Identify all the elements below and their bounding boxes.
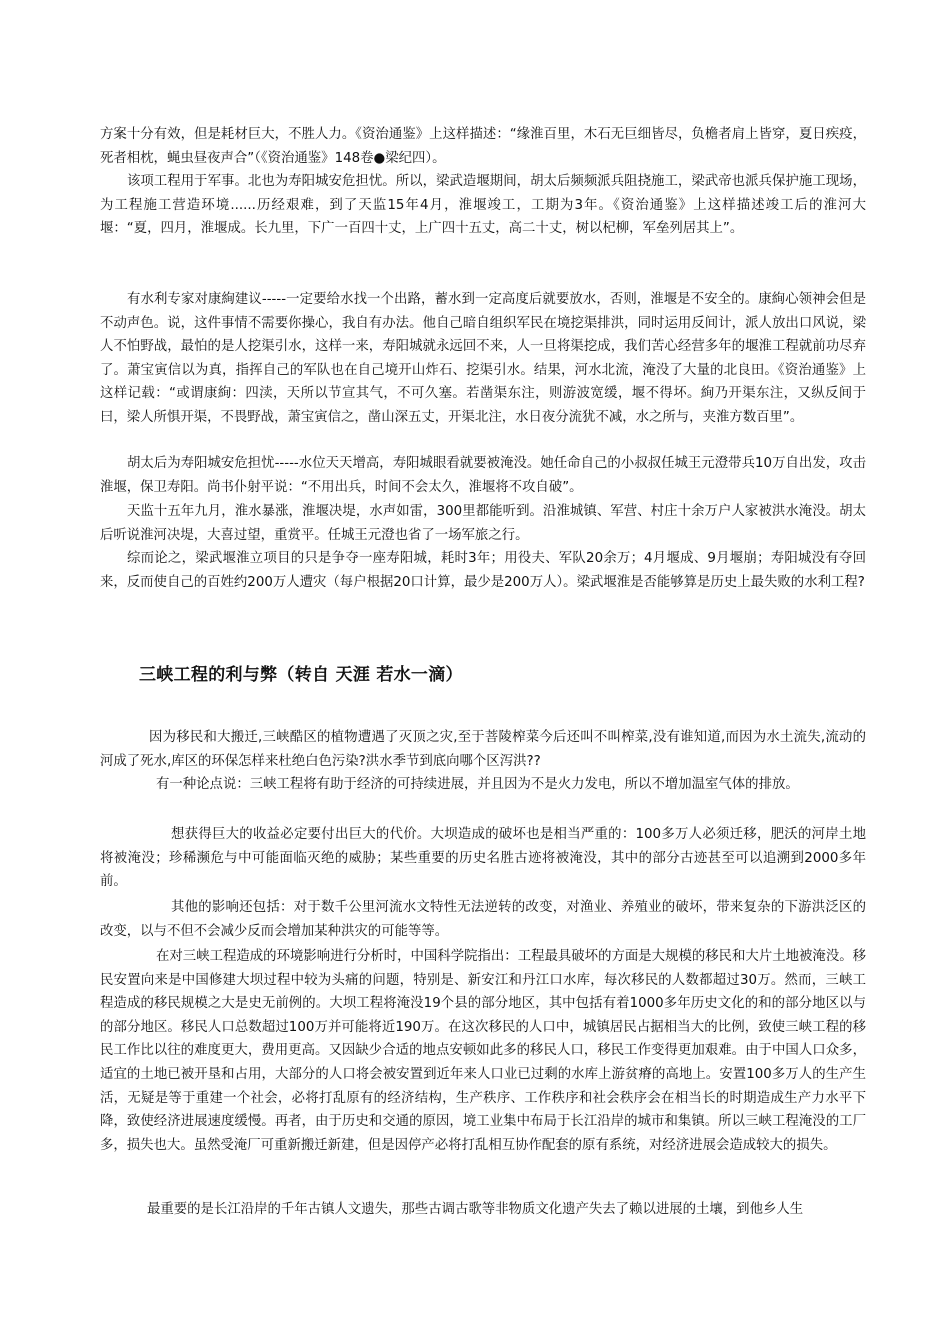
paragraph-other-impacts: 其他的影响还包括：对于数千公里河流水文特性无法逆转的改变，对渔业、养殖业的破坏，带来复杂的下游洪泛区的改变，以与不但不会减少反而会增加某种洪灾的可能等等。 — [100, 900, 866, 939]
paragraph-conclusion: 综而论之，梁武堰淮立项目的只是争夺一座寿阳城，耗时3年；用役夫、军队20余万；4月堰成、9月堰崩；寿阳城没有夺回来，反而使自己的百姓约200万人遭灾（每户根据20口计算，最少是200万人）。梁武堰淮是否能够算是历史上最失败的水利工程? — [100, 551, 866, 590]
paragraph-kang-xu-plan: 有水利专家对康絢建议-----一定要给水找一个出路，蓄水到一定高度后就要放水，否则，淮堰是不安全的。康絢心领神会但是不动声色。说，这件事情不需要你操心，我自有办法。他自己暗自组织军民在境挖渠排洪，同时运用反间计，派人放出口风说，梁人不怕野战，最怕的是人挖渠引水，这样一来，寿阳城就永远回不来，人一旦将渠挖成，我们苦心经营多年的堰淮工程就前功尽弃了。萧宝寅信以为真，指挥自己的军队也在自己境开山炸石、挖渠引水。结果，河水北流，淹没了大量的北良田。《资治通鉴》上这样记载：“或谓康絢：四渎，天所以节宣其气，不可久塞。若凿渠东注，则游波宽缓，堰不得坏。絢乃开渠东注，又纵反间于曰，梁人所惧开渠，不畏野战，萧宝寅信之，凿山深五丈，开渠北注，水日夜分流犹不减，水之所与，夹淮方数百里”。 — [100, 292, 866, 425]
paragraph-cultural-loss: 最重要的是长江沿岸的千年古镇人文遗失，那些古调古歌等非物质文化遗产失去了赖以进展的土壤，到他乡人生 — [147, 1202, 804, 1217]
paragraph-sustainable-argument: 有一种论点说：三峡工程将有助于经济的可持续进展，并且因为不是火力发电，所以不增加温室气体的排放。 — [156, 777, 799, 792]
paragraph-dam-cost: 方案十分有效，但是耗材巨大，不胜人力。《资治通鉴》上这样描述：“缘淮百里，木石无巨细皆尽，负檐者肩上皆穿，夏日疾疫，死者相枕，蝇虫昼夜声合”（《资治通鉴》148卷●梁纪四）。 — [100, 127, 866, 166]
paragraph-military-purpose: 该项工程用于军事。北也为寿阳城安危担忧。所以，梁武造堰期间，胡太后频频派兵阻挠施工，梁武帝也派兵保护施工现场，为工程施工营造环境......历经艰难，到了天监15年4月，淮堰竣工，工期为3年。《资治通鉴》上这样描述竣工后的淮河大堰：“夏，四月，淮堰成。长九里，下广一百四十丈，上广四十五丈，高二十丈，树以杞柳，军垒列居其上”。 — [100, 174, 866, 237]
section-heading: 三峡工程的利与弊（转自 天涯 若水一滴） — [139, 665, 463, 685]
paragraph-cost-of-benefit: 想获得巨大的收益必定要付出巨大的代价。大坝造成的破坏也是相当严重的：100多万人必须迁移，肥沃的河岸土地将被淹没；珍稀濒危与中可能面临灭绝的威胁；某些重要的历史名胜古迹将被淹没，其中的部分古迹甚至可以追溯到2000多年前。 — [100, 827, 866, 890]
paragraph-dam-collapse: 天监十五年九月，淮水暴涨，淮堰决堤，水声如雷，300里都能听到。沿淮城镇、军营、村庄十余万户人家被洪水淹没。胡太后听说淮河决堤，大喜过望，重赏平。任城王元澄也省了一场军旅之行。 — [100, 504, 866, 543]
paragraph-migration-plants: 因为移民和大搬迁,三峡酷区的植物遭遇了灭顶之灾,至于菩陵榨菜今后还叫不叫榨菜,没有谁知道,而因为水土流失,流动的河成了死水,库区的环保怎样来杜绝白色污染?洪水季节到底向哪个区泻洪?? — [100, 730, 866, 769]
paragraph-cas-analysis: 在对三峡工程造成的环境影响进行分析时，中国科学院指出：工程最具破坏的方面是大规模的移民和大片土地被淹没。移民安置向来是中国修建大坝过程中较为头痛的问题，特别是、新安江和丹江口水库，每次移民的人数都超过30万。然而，三峡工程造成的移民规模之大是史无前例的。大坝工程将淹没19个县的部分地区，其中包括有着1000多年历史文化的和的部分地区以与的部分地区。移民人口总数超过100万并可能将近190万。在这次移民的人口中，城镇居民占据相当大的比例，致使三峡工程的移民工作比以往的难度更大，费用更高。又因缺少合适的地点安顿如此多的移民人口，移民工作变得更加艰难。由于中国人口众多，适宜的土地已被开垦和占用，大部分的人口将会被安置到近年来人口业已过剩的水库上游贫瘠的高地上。安置100多万人的生产生活，无疑是等于重建一个社会，必将打乱原有的经济结构，生产秩序、工作秩序和社会秩序会在相当长的时期造成生产力水平下降，致使经济进展速度缓慢。再者，由于历史和交通的原因，境工业集中布局于长江沿岸的城市和集镇。所以三峡工程淹没的工厂多，损失也大。虽然受淹厂可重新搬迁新建，但是因停产必将打乱相互协作配套的原有系统，对经济进展会造成较大的损失。 — [100, 949, 866, 1153]
paragraph-empress-hu: 胡太后为寿阳城安危担忧-----水位天天增高，寿阳城眼看就要被淹没。她任命自己的小叔叔任城王元澄带兵10万自出发，攻击淮堰，保卫寿阳。尚书仆射平说：“不用出兵，时间不会太久，淮堰将不攻自破”。 — [100, 456, 866, 495]
